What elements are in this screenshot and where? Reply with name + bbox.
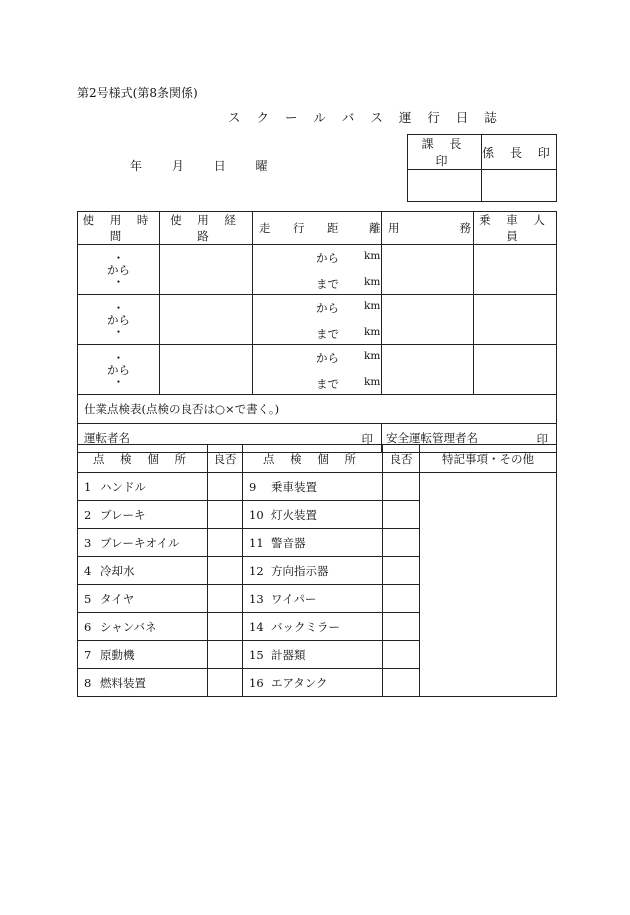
item-name: ブレーキオイル (100, 535, 180, 550)
item-name: 原動機 (100, 647, 135, 662)
inspection-result-header-2: 良否 (383, 445, 420, 473)
item-name: バックミラー (271, 619, 340, 634)
distance-from-unit: km (364, 300, 381, 312)
result-cell[interactable] (383, 641, 420, 669)
day-label: 日 (213, 159, 226, 173)
time-end-dot: ・ (112, 324, 125, 339)
result-cell[interactable] (383, 529, 420, 557)
item-name: ワイパー (271, 591, 317, 606)
passengers-cell[interactable] (474, 245, 557, 295)
staff-chief-stamp-area[interactable] (482, 170, 557, 202)
approval-stamp-box (407, 134, 557, 202)
time-start-dot: ・ (112, 250, 125, 265)
purpose-header (382, 212, 474, 245)
inspection-item (78, 613, 208, 641)
route-header: 使 用 経 路 (160, 212, 253, 245)
inspection-row (78, 473, 557, 501)
purpose-header-b: 務 (459, 221, 471, 235)
time-header: 使 用 時 間 (78, 212, 160, 245)
inspection-item (243, 501, 383, 529)
item-name: 計器類 (271, 647, 306, 662)
distance-to-unit: km (364, 276, 381, 288)
result-cell[interactable] (208, 557, 243, 585)
inspection-item (78, 641, 208, 669)
purpose-header-a: 用 (388, 221, 400, 235)
distance-from-label: から (316, 301, 339, 315)
driver-name-label: 運転者名 (84, 431, 130, 445)
route-cell[interactable] (160, 245, 253, 295)
time-cell[interactable] (78, 295, 160, 345)
time-from-label: から (107, 262, 130, 277)
inspection-item (243, 613, 383, 641)
result-cell[interactable] (208, 641, 243, 669)
result-cell[interactable] (383, 473, 420, 501)
item-number: 8 (84, 675, 92, 690)
inspection-item (243, 529, 383, 557)
result-cell[interactable] (208, 669, 243, 697)
time-from-label: から (107, 312, 130, 327)
item-name: シャンバネ (100, 619, 157, 634)
item-number: 13 (249, 591, 264, 606)
result-cell[interactable] (383, 669, 420, 697)
distance-from-label: から (316, 351, 339, 365)
inspection-item (78, 473, 208, 501)
purpose-cell[interactable] (382, 345, 474, 395)
distance-header-c4: 離 (369, 221, 381, 235)
item-number: 12 (249, 563, 264, 578)
item-number: 1 (84, 479, 92, 494)
time-end-dot: ・ (112, 274, 125, 289)
item-number: 15 (249, 647, 264, 662)
distance-from-label: から (316, 251, 339, 265)
inspection-item (243, 557, 383, 585)
item-number: 2 (84, 507, 92, 522)
passengers-cell[interactable] (474, 295, 557, 345)
item-name: 冷却水 (100, 563, 135, 578)
distance-header (253, 212, 382, 245)
time-start-dot: ・ (112, 350, 125, 365)
item-name: 方向指示器 (271, 563, 329, 578)
result-cell[interactable] (383, 585, 420, 613)
distance-to-label: まで (316, 377, 339, 391)
form-number: 第2号様式(第8条関係) (77, 86, 198, 100)
section-chief-stamp-label: 課 長 印 (408, 135, 482, 170)
year-label: 年 (130, 159, 143, 173)
manager-name-label: 安全運転管理者名 (386, 431, 478, 445)
passengers-header: 乗 車 人 員 (474, 212, 557, 245)
item-name: ブレーキ (100, 507, 146, 522)
log-row (78, 345, 557, 395)
item-number: 14 (249, 619, 264, 634)
inspection-result-header: 良否 (208, 445, 243, 473)
staff-chief-stamp-label: 係 長 印 (482, 135, 557, 170)
item-number: 5 (84, 591, 92, 606)
result-cell[interactable] (383, 613, 420, 641)
result-cell[interactable] (208, 473, 243, 501)
item-name: 灯火装置 (271, 507, 317, 522)
notes-header: 特記事項・その他 (420, 445, 557, 473)
weekday-label: 曜 (255, 159, 268, 173)
distance-header-c3: 距 (327, 221, 339, 235)
inspection-item (78, 669, 208, 697)
distance-cell[interactable] (253, 245, 382, 295)
item-name: エアタンク (271, 675, 328, 690)
result-cell[interactable] (208, 613, 243, 641)
result-cell[interactable] (383, 501, 420, 529)
distance-to-label: まで (316, 327, 339, 341)
inspection-title: 仕業点検表(点検の良否は○×で書く。) (78, 395, 557, 424)
distance-header-c1: 走 (259, 221, 271, 235)
distance-cell[interactable] (253, 295, 382, 345)
item-number: 10 (249, 507, 264, 522)
item-number: 16 (249, 675, 264, 690)
item-number: 4 (84, 563, 92, 578)
distance-from-unit: km (364, 350, 381, 362)
distance-to-label: まで (316, 277, 339, 291)
time-cell[interactable] (78, 245, 160, 295)
time-cell[interactable] (78, 345, 160, 395)
result-cell[interactable] (208, 529, 243, 557)
log-row (78, 245, 557, 295)
item-number: 7 (84, 647, 92, 662)
item-name: 警音器 (271, 535, 306, 550)
inspection-item (78, 557, 208, 585)
distance-from-unit: km (364, 250, 381, 262)
distance-header-c2: 行 (293, 221, 305, 235)
route-cell[interactable] (160, 345, 253, 395)
document-title: ス ク ー ル バ ス 運 行 日 誌 (228, 110, 503, 125)
inspection-item (78, 501, 208, 529)
inspection-item (243, 669, 383, 697)
purpose-cell[interactable] (382, 245, 474, 295)
item-name: ハンドル (100, 479, 146, 494)
item-number: 11 (249, 535, 264, 550)
distance-to-unit: km (364, 376, 381, 388)
notes-cell[interactable] (420, 473, 557, 697)
distance-cell[interactable] (253, 345, 382, 395)
item-name: 燃料装置 (100, 675, 146, 690)
inspection-item-header: 点 検 個 所 (78, 445, 208, 473)
inspection-item (78, 529, 208, 557)
result-cell[interactable] (208, 501, 243, 529)
month-label: 月 (171, 159, 184, 173)
purpose-cell[interactable] (382, 295, 474, 345)
driver-seal-mark: 印 (361, 432, 373, 446)
manager-seal-mark: 印 (536, 432, 548, 446)
time-from-label: から (107, 362, 130, 377)
item-name: タイヤ (100, 591, 135, 606)
inspection-item (78, 585, 208, 613)
distance-to-unit: km (364, 326, 381, 338)
section-chief-stamp-area[interactable] (408, 170, 482, 202)
result-cell[interactable] (383, 557, 420, 585)
result-cell[interactable] (208, 585, 243, 613)
inspection-item-header-2: 点 検 個 所 (243, 445, 383, 473)
time-start-dot: ・ (112, 300, 125, 315)
inspection-item (243, 473, 383, 501)
log-row (78, 295, 557, 345)
operation-log-table (77, 211, 557, 453)
inspection-item (243, 585, 383, 613)
passengers-cell[interactable] (474, 345, 557, 395)
item-name: 乗車装置 (271, 479, 317, 494)
item-number: 6 (84, 619, 92, 634)
item-number: 9 (249, 479, 257, 494)
route-cell[interactable] (160, 295, 253, 345)
inspection-item (243, 641, 383, 669)
inspection-table (77, 444, 557, 697)
time-end-dot: ・ (112, 374, 125, 389)
date-line (130, 157, 268, 174)
item-number: 3 (84, 535, 92, 550)
